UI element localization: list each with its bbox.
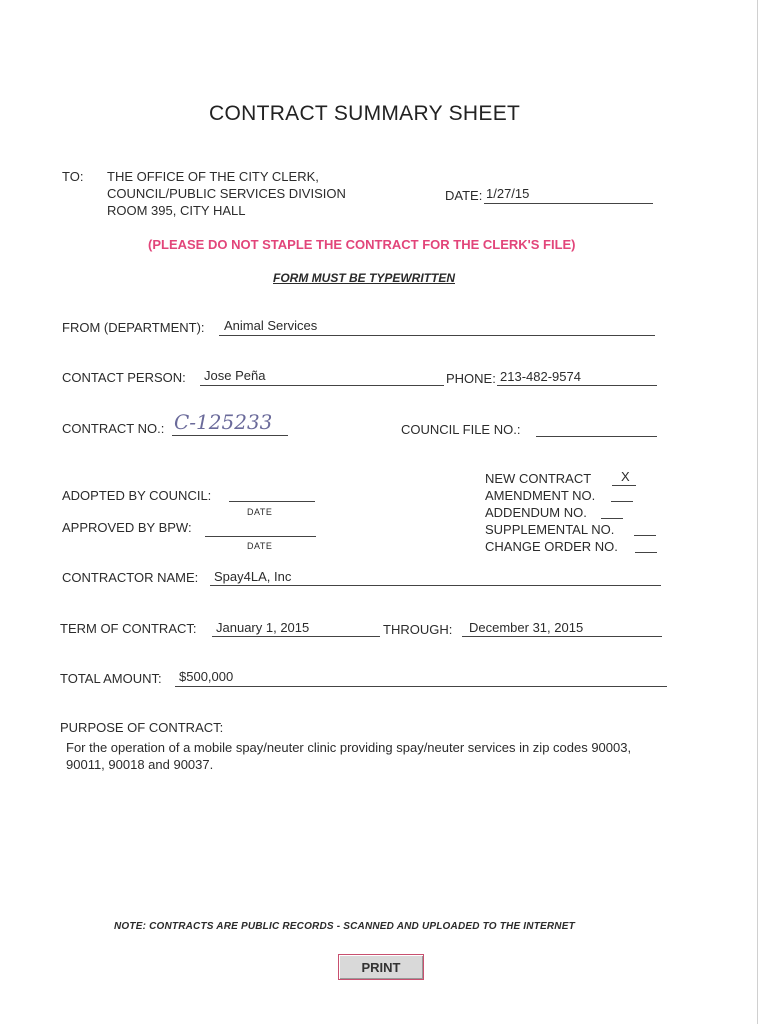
- contract-no-handwritten: C-125233: [174, 410, 273, 434]
- total-label: TOTAL AMOUNT:: [60, 671, 162, 686]
- from-label: FROM (DEPARTMENT):: [62, 320, 205, 335]
- contractor-label: CONTRACTOR NAME:: [62, 570, 199, 585]
- contact-value: Jose Peña: [204, 368, 266, 383]
- phone-value: 213-482-9574: [500, 369, 581, 384]
- through-label: THROUGH:: [383, 622, 453, 637]
- addendum-label: ADDENDUM NO.: [485, 505, 587, 520]
- from-value: Animal Services: [224, 318, 318, 333]
- date-label: DATE:: [445, 188, 483, 203]
- term-start-underline: [212, 636, 380, 637]
- phone-label: PHONE:: [446, 371, 496, 386]
- page-edge: [757, 0, 758, 1024]
- adopted-label: ADOPTED BY COUNCIL:: [62, 488, 212, 503]
- amendment-underline: [611, 501, 633, 502]
- to-line-1: THE OFFICE OF THE CITY CLERK,: [107, 169, 319, 184]
- purpose-label: PURPOSE OF CONTRACT:: [60, 720, 224, 735]
- purpose-line-1: For the operation of a mobile spay/neuter clinic providing spay/neuter services in zip codes 90003,: [66, 740, 632, 755]
- supplemental-label: SUPPLEMENTAL NO.: [485, 522, 615, 537]
- phone-underline: [497, 385, 657, 386]
- contract-no-label: CONTRACT NO.:: [62, 421, 165, 436]
- approved-date-caption: DATE: [247, 541, 273, 551]
- change-order-label: CHANGE ORDER NO.: [485, 539, 618, 554]
- new-contract-label: NEW CONTRACT: [485, 471, 592, 486]
- print-button[interactable]: PRINT: [338, 954, 424, 980]
- approved-underline: [205, 536, 316, 537]
- supplemental-underline: [634, 535, 656, 536]
- contact-label: CONTACT PERSON:: [62, 370, 186, 385]
- purpose-line-2: 90011, 90018 and 90037.: [66, 757, 214, 772]
- change-order-underline: [635, 552, 657, 553]
- term-end-underline: [462, 636, 662, 637]
- page-title: CONTRACT SUMMARY SHEET: [209, 102, 521, 125]
- contract-no-underline: [172, 435, 288, 436]
- to-label: TO:: [62, 169, 84, 184]
- date-value: 1/27/15: [486, 186, 530, 201]
- approved-label: APPROVED BY BPW:: [62, 520, 192, 535]
- new-contract-underline: [612, 485, 636, 486]
- new-contract-mark: X: [621, 469, 630, 484]
- adopted-underline: [229, 501, 315, 502]
- from-underline: [219, 335, 655, 336]
- adopted-date-caption: DATE: [247, 507, 273, 517]
- to-line-3: ROOM 395, CITY HALL: [107, 203, 246, 218]
- term-label: TERM OF CONTRACT:: [60, 621, 197, 636]
- total-underline: [175, 686, 667, 687]
- typewritten-notice: FORM MUST BE TYPEWRITTEN: [273, 271, 455, 285]
- council-file-underline: [536, 436, 657, 437]
- contact-underline: [200, 385, 444, 386]
- date-underline: [484, 203, 653, 204]
- total-value: $500,000: [179, 669, 234, 684]
- contractor-underline: [210, 585, 661, 586]
- term-end: December 31, 2015: [469, 620, 584, 635]
- addendum-underline: [601, 518, 623, 519]
- term-start: January 1, 2015: [216, 620, 310, 635]
- contractor-value: Spay4LA, Inc: [214, 569, 292, 584]
- to-line-2: COUNCIL/PUBLIC SERVICES DIVISION: [107, 186, 346, 201]
- public-records-note: NOTE: CONTRACTS ARE PUBLIC RECORDS - SCANNED AND UPLOADED TO THE INTERNET: [114, 921, 575, 932]
- amendment-label: AMENDMENT NO.: [485, 488, 596, 503]
- council-file-label: COUNCIL FILE NO.:: [401, 422, 521, 437]
- staple-notice: (PLEASE DO NOT STAPLE THE CONTRACT FOR THE CLERK'S FILE): [148, 237, 576, 252]
